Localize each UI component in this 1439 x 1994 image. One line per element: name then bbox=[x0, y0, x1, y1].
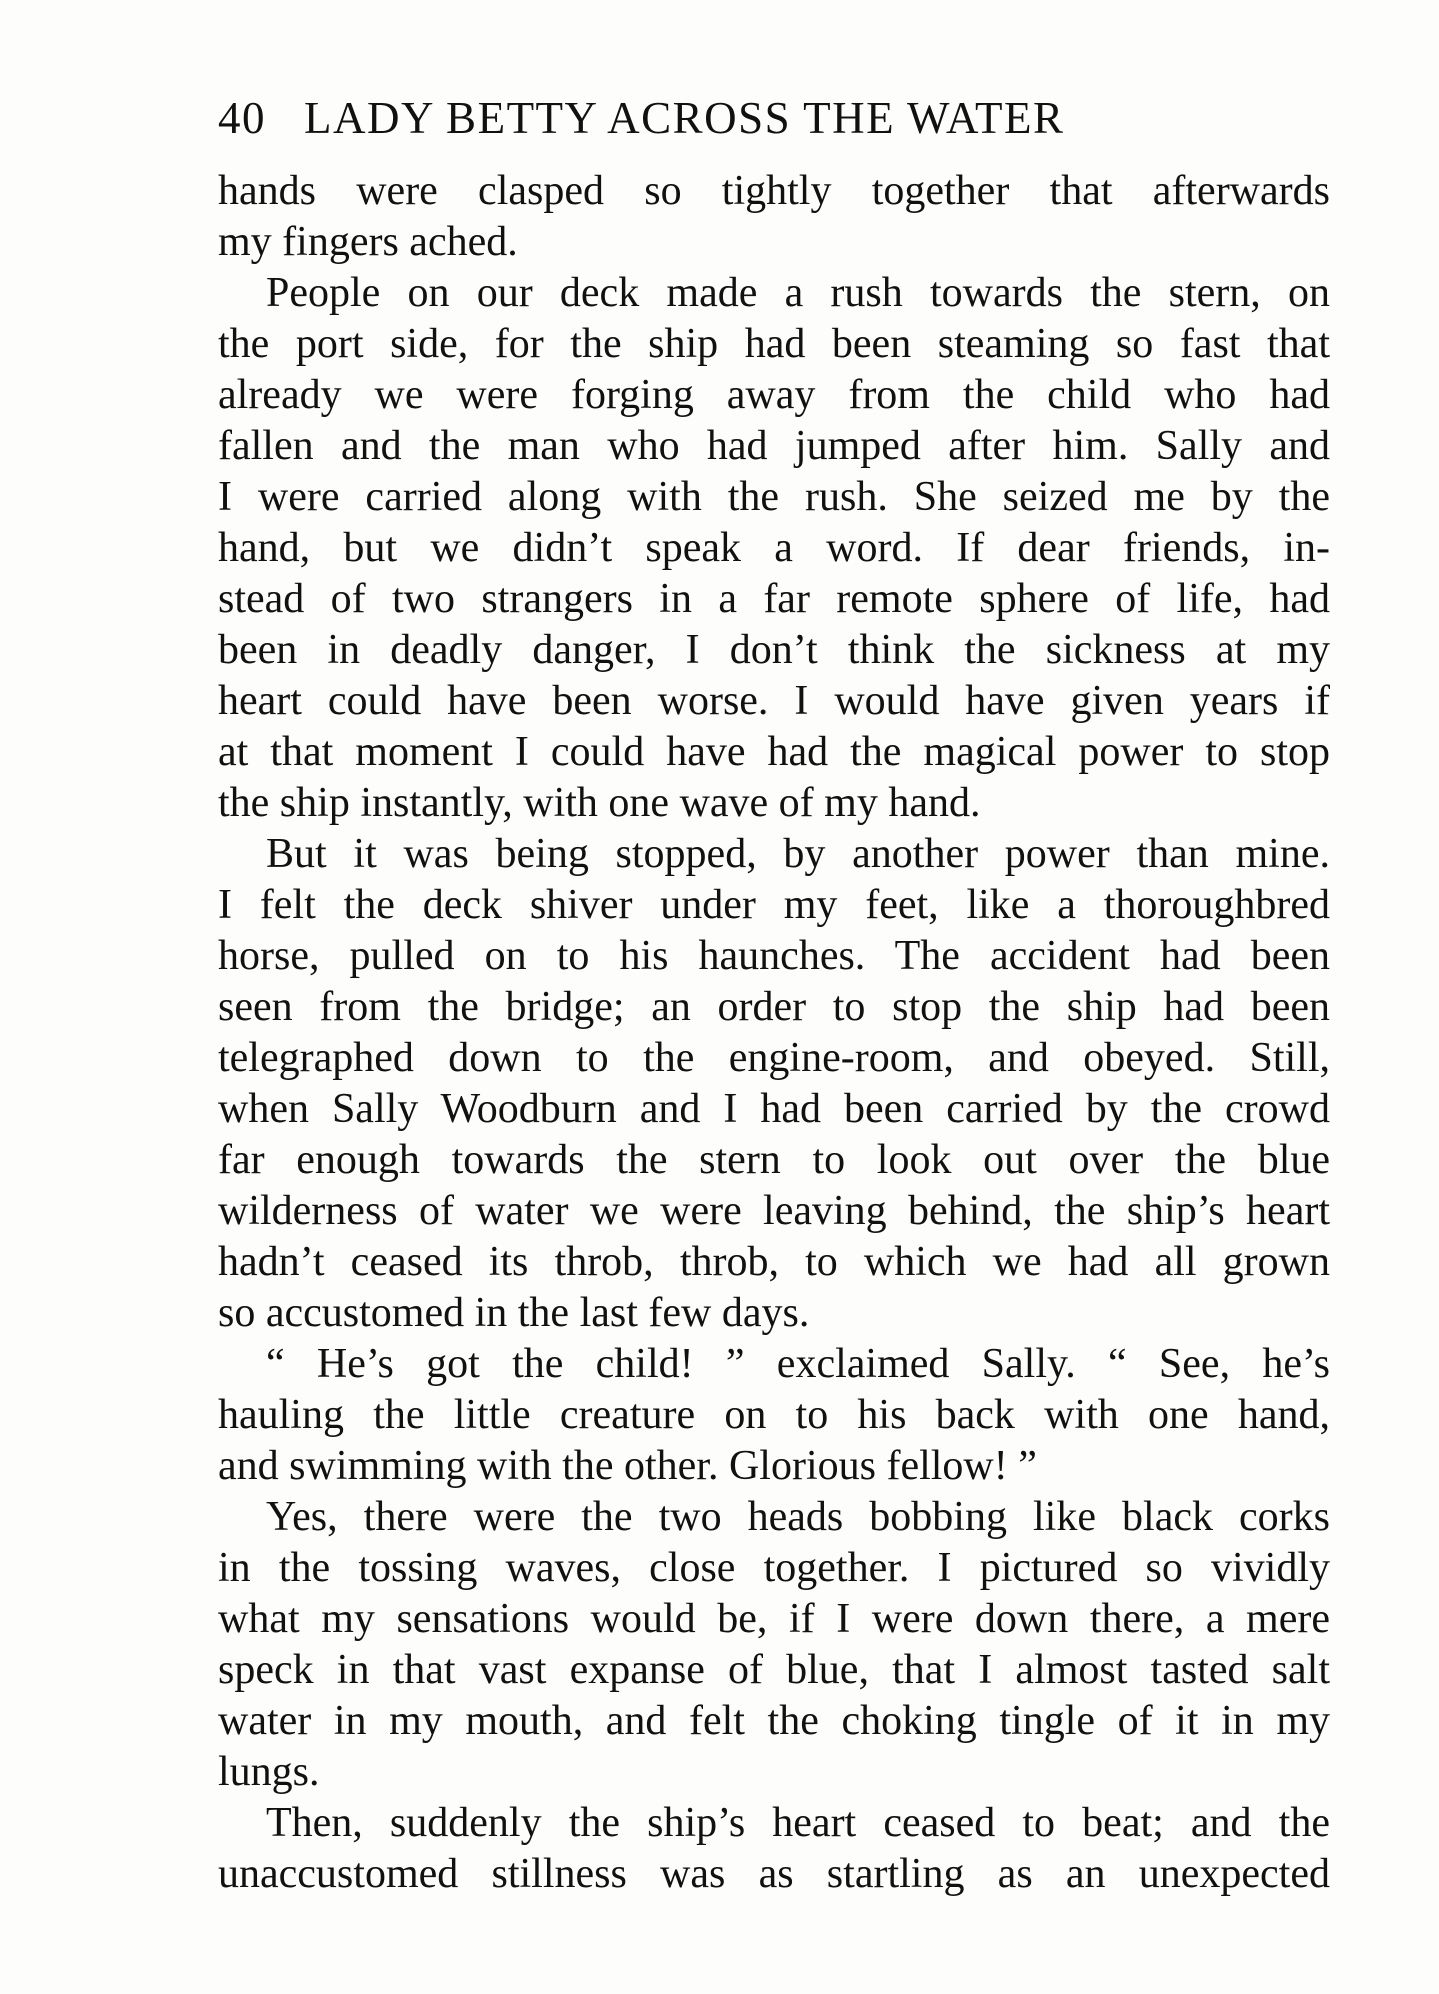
text-line: speck in that vast expanse of blue, that I almost tasted salt bbox=[218, 1647, 1330, 1693]
text-line: horse, pulled on to his haunches. The accident had been bbox=[218, 933, 1330, 979]
text-line: when Sally Woodburn and I had been carried by the crowd bbox=[218, 1086, 1330, 1132]
text-line: my fingers ached. bbox=[218, 219, 518, 265]
running-title: LADY BETTY ACROSS THE WATER bbox=[304, 93, 1065, 143]
text-line: heart could have been worse. I would have given years if bbox=[218, 678, 1330, 724]
text-line: fallen and the man who had jumped after him. Sally and bbox=[218, 423, 1330, 469]
text-line: hadn’t ceased its throb, throb, to which we had all grown bbox=[218, 1239, 1330, 1285]
text-line: telegraphed down to the engine-room, and obeyed. Still, bbox=[218, 1035, 1330, 1081]
text-line: already we were forging away from the child who had bbox=[218, 372, 1330, 418]
text-line: “ He’s got the child! ” exclaimed Sally. “ See, he’s bbox=[266, 1341, 1330, 1387]
text-line: stead of two strangers in a far remote sphere of life, had bbox=[218, 576, 1330, 622]
text-line: in the tossing waves, close together. I pictured so vividly bbox=[218, 1545, 1330, 1591]
text-line: lungs. bbox=[218, 1749, 320, 1795]
body-text bbox=[218, 166, 1330, 1900]
page-number: 40 bbox=[218, 93, 266, 143]
text-line: far enough towards the stern to look out over the blue bbox=[218, 1137, 1330, 1183]
text-line: seen from the bridge; an order to stop the ship had been bbox=[218, 984, 1330, 1030]
text-line: unaccustomed stillness was as startling as an unexpected bbox=[218, 1851, 1330, 1897]
text-line: the port side, for the ship had been steaming so fast that bbox=[218, 321, 1330, 367]
text-line: I were carried along with the rush. She seized me by the bbox=[218, 474, 1330, 520]
page-header bbox=[218, 92, 1330, 152]
text-line: and swimming with the other. Glorious fellow! ” bbox=[218, 1443, 1037, 1489]
text-line: People on our deck made a rush towards the stern, on bbox=[266, 270, 1330, 316]
text-line: what my sensations would be, if I were down there, a mere bbox=[218, 1596, 1330, 1642]
text-line: Then, suddenly the ship’s heart ceased to beat; and the bbox=[266, 1800, 1330, 1846]
text-line: But it was being stopped, by another power than mine. bbox=[266, 831, 1330, 877]
text-line: at that moment I could have had the magical power to stop bbox=[218, 729, 1330, 775]
text-line: the ship instantly, with one wave of my hand. bbox=[218, 780, 981, 826]
text-line: wilderness of water we were leaving behind, the ship’s heart bbox=[218, 1188, 1330, 1234]
text-line: hand, but we didn’t speak a word. If dear friends, in- bbox=[218, 525, 1330, 571]
text-line: I felt the deck shiver under my feet, like a thoroughbred bbox=[218, 882, 1330, 928]
text-line: water in my mouth, and felt the choking tingle of it in my bbox=[218, 1698, 1330, 1744]
text-line: Yes, there were the two heads bobbing like black corks bbox=[266, 1494, 1330, 1540]
text-line: so accustomed in the last few days. bbox=[218, 1290, 810, 1336]
text-line: hauling the little creature on to his back with one hand, bbox=[218, 1392, 1330, 1438]
text-line: hands were clasped so tightly together that afterwards bbox=[218, 168, 1330, 214]
text-line: been in deadly danger, I don’t think the sickness at my bbox=[218, 627, 1330, 673]
